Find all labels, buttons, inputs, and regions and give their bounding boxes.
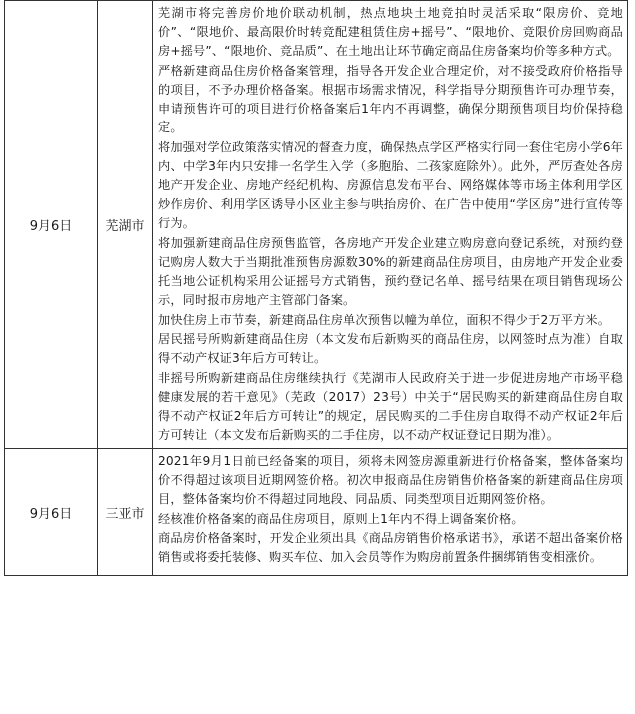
policy-paragraph: 将加强新建商品住房预售监管，各房地产开发企业建立购房意向登记系统，对预约登记购房人数大于当期批准预售房源数30%的新建商品住房项目，由房地产开发企业委托当地公证机构采用公证摇号方式销售，预约登记名单、摇号结果在项目销售现场公示，同时报市房地产主管部门备案。	[158, 235, 623, 307]
policy-paragraph: 非摇号所购新建商品住房继续执行《芜湖市人民政府关于进一步促进房地产市场平稳健康发展的若干意见》（芜政（2017）23号）中关于“居民购买的新建商品住房自取得不动产权证2年后方可转让”的规定，居民购买的二手住房自取得不动产权证2年后方可转让（本文发布后新购买的二手住房，以不动产权证登记日期为准）。	[158, 371, 623, 442]
policy-paragraph: 加快住房上市节奏，新建商品住房单次预售以幢为单位，面积不得少于2万平方米。	[158, 312, 611, 327]
content-cell	[153, 448, 628, 575]
policy-paragraph: 2021年9月1日前已经备案的项目，须将未网签房源重新进行价格备案，整体备案均价不得超过该项目近期网签价格。初次申报商品住房销售价格备案的新建商品住房项目，整体备案均价不得超过同地段、同品质、同类型项目近期网签价格。	[158, 453, 623, 506]
content-cell	[153, 1, 628, 449]
policy-table	[4, 0, 628, 576]
table-row	[5, 1, 628, 449]
policy-paragraph: 严格新建商品住房价格备案管理，指导各开发企业合理定价，对不接受政府价格指导的项目，不予办理价格备案。根据市场需求情况，科学指导分期预售许可办理节奏，申请预售许可的项目进行价格备案后1年内不再调整，确保分期预售项目均价保持稳定。	[158, 63, 623, 135]
policy-paragraph: 经核准价格备案的商品住房项目，原则上1年内不得上调备案价格。	[158, 511, 524, 526]
table-row	[5, 448, 628, 575]
date-cell: 9月6日	[5, 1, 98, 449]
policy-paragraph: 居民摇号所购新建商品住房（本文发布后新购买的商品住房，以网签时点为准）自取得不动产权证3年后方可转让。	[158, 332, 623, 366]
city-cell: 三亚市	[98, 448, 153, 575]
policy-paragraph: 将加强对学位政策落实情况的督查力度，确保热点学区严格实行同一套住宅房小学6年内、中学3年内只安排一名学生入学（多胞胎、二孩家庭除外）。此外，严厉查处各房地产开发企业、房地产经纪机构、房源信息发布平台、网络媒体等市场主体利用学区炒作房价、利用学区诱导小区业主参与哄抬房价、在广告中使用“学区房”进行宣传等行为。	[158, 140, 623, 230]
date-cell: 9月6日	[5, 448, 98, 575]
policy-paragraph: 商品房价格备案时，开发企业须出具《商品房销售价格承诺书》，承诺不超出备案价格销售或将委托装修、购买车位、加入会员等作为购房前置条件捆绑销售变相涨价。	[158, 531, 623, 565]
policy-paragraph: 芜湖市将完善房价地价联动机制，热点地块土地竞拍时灵活采取“限房价、竞地价”、“限地价、最高限价时转竞配建租赁住房+摇号”、“限地价、竞限价房回购商品房+摇号”、“限地价、竞品质”、在土地出让环节确定商品住房备案均价等多种方式。	[158, 6, 623, 58]
city-cell: 芜湖市	[98, 1, 153, 449]
